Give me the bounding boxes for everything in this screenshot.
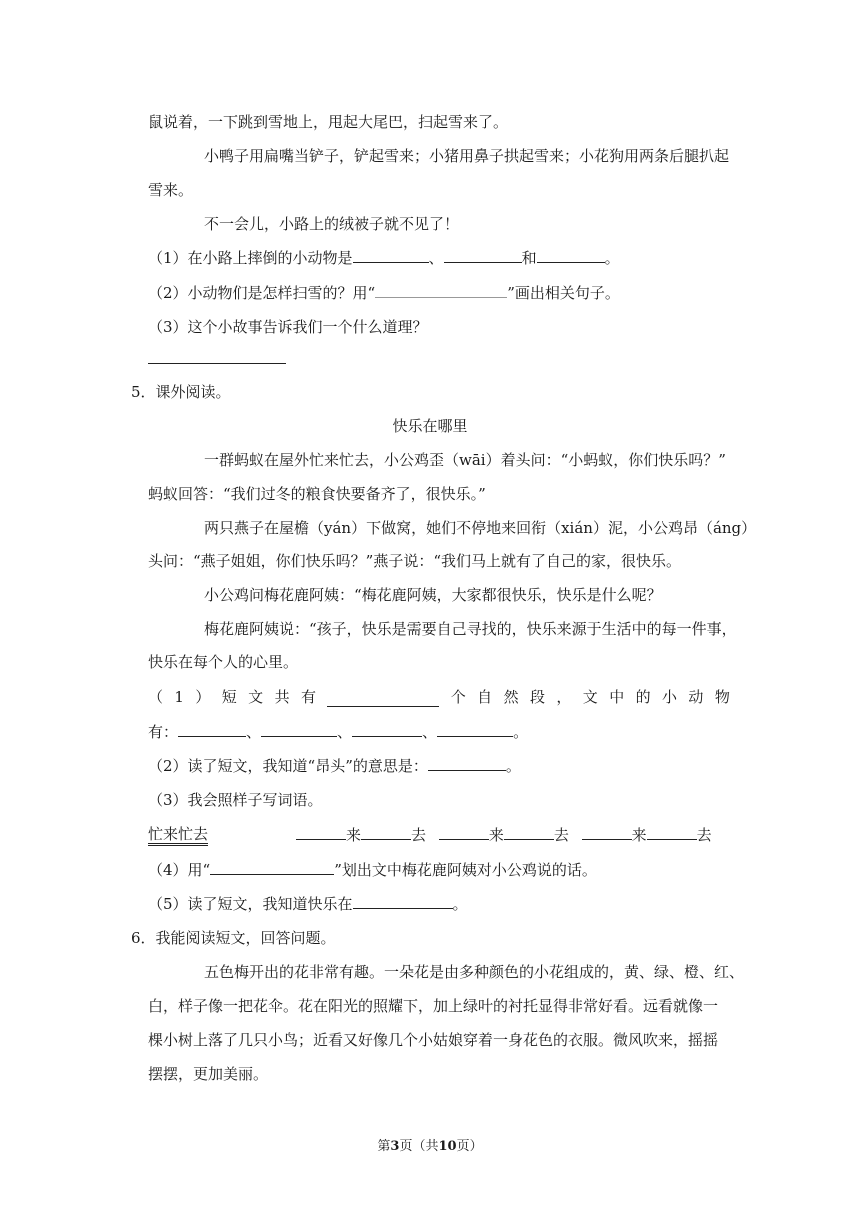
answer-blank[interactable] <box>296 824 346 840</box>
paragraph-line: 雪来。 <box>148 181 194 199</box>
underline-sample <box>210 859 334 875</box>
question-char: 文 <box>248 688 264 706</box>
pattern-char: 去 <box>411 826 427 844</box>
pattern-char: 来 <box>488 826 504 844</box>
question-text: （2）读了短文，我知道“昂头”的意思是： <box>148 757 428 775</box>
question-char: （ <box>148 688 164 706</box>
paragraph-line: 不一会儿，小路上的绒被子就不见了！ <box>204 215 460 233</box>
separator: 、 <box>337 723 353 741</box>
question-5-2 <box>148 755 521 776</box>
punctuation: 。 <box>604 249 620 267</box>
question-text: 有： <box>148 723 179 741</box>
question-5-5 <box>148 893 468 914</box>
answer-blank[interactable] <box>582 824 632 840</box>
paragraph-line: 小公鸡问梅花鹿阿姨：“梅花鹿阿姨，大家都很快乐，快乐是什么呢？ <box>204 586 662 604</box>
question-char: 段 <box>529 688 545 706</box>
page-footer <box>0 1137 860 1157</box>
answer-blank[interactable] <box>437 721 513 737</box>
question-5-3: （3）我会照样子写词语。 <box>148 791 323 809</box>
question-char: 的 <box>635 688 651 706</box>
question-char: 然 <box>503 688 519 706</box>
question-char: 中 <box>609 688 625 706</box>
paragraph-line: 小鸭子用扁嘴当铲子，铲起雪来；小猪用鼻子拱起雪来；小花狗用两条后腿扒起 <box>204 147 730 165</box>
word-pattern-row <box>296 824 712 845</box>
question-char: ， <box>556 688 572 706</box>
footer-text: 第 <box>377 1139 391 1154</box>
punctuation: 。 <box>452 895 468 913</box>
question-text: ”划出文中梅花鹿阿姨对小公鸡说的话。 <box>334 861 597 879</box>
answer-blank[interactable] <box>537 247 605 263</box>
punctuation: 。 <box>505 757 521 775</box>
pattern-char: 来 <box>346 826 362 844</box>
question-4-1 <box>148 247 620 268</box>
question-5-1 <box>148 687 730 707</box>
connector: 和 <box>521 249 537 267</box>
answer-blank[interactable] <box>353 247 429 263</box>
passage-title: 快乐在哪里 <box>392 417 468 435</box>
answer-blank[interactable] <box>428 755 506 771</box>
page-number: 3 <box>390 1139 400 1154</box>
answer-line[interactable] <box>148 363 286 364</box>
question-4-3: （3）这个小故事告诉我们一个什么道理？ <box>148 318 428 336</box>
question-char: ） <box>195 688 211 706</box>
question-char: 物 <box>714 688 730 706</box>
paragraph-line: 两只燕子在屋檐（yán）下做窝，她们不停地来回衔（xián）泥，小公鸡昂（áng） <box>204 519 757 537</box>
paragraph-line: 一群蚂蚁在屋外忙来忙去，小公鸡歪（wāi）着头问：“小蚂蚁，你们快乐吗？” <box>204 451 726 469</box>
answer-blank[interactable] <box>444 247 522 263</box>
answer-blank[interactable] <box>647 824 697 840</box>
paragraph-line: 快乐在每个人的心里。 <box>148 653 299 671</box>
underline-sample <box>375 282 507 298</box>
answer-blank[interactable] <box>504 824 554 840</box>
example-text: 忙来忙去 <box>148 825 208 846</box>
footer-text: 页） <box>456 1139 483 1154</box>
question-char: 共 <box>274 688 290 706</box>
punctuation: 。 <box>513 723 529 741</box>
answer-blank[interactable] <box>352 721 422 737</box>
question-text: ”画出相关句子。 <box>507 284 620 302</box>
question-char: 个 <box>450 688 466 706</box>
answer-blank[interactable] <box>327 691 439 707</box>
question-text: （2）小动物们是怎样扫雪的？用“ <box>148 284 376 302</box>
paragraph-line: 梅花鹿阿姨说：“孩子，快乐是需要自己寻找的，快乐来源于生活中的每一件事， <box>204 620 737 638</box>
answer-blank[interactable] <box>353 893 453 909</box>
separator: 、 <box>246 723 262 741</box>
question-text: （1）在小路上摔倒的小动物是 <box>148 249 353 267</box>
pattern-char: 来 <box>631 826 647 844</box>
question-4-2 <box>148 282 620 303</box>
paragraph-line: 五色梅开出的花非常有趣。一朵花是由多种颜色的小花组成的，黄、绿、橙、红、 <box>204 963 745 981</box>
question-5-4 <box>148 859 597 880</box>
paragraph-line: 白，样子像一把花伞。花在阳光的照耀下，加上绿叶的衬托显得非常好看。远看就像一 <box>148 997 719 1015</box>
answer-blank[interactable] <box>261 721 337 737</box>
paragraph-line: 棵小树上落了几只小鸟；近看又好像几个小姑娘穿着一身花色的衣服。微风吹来，摇摇 <box>148 1031 719 1049</box>
answer-blank[interactable] <box>178 721 246 737</box>
question-char: 自 <box>477 688 493 706</box>
question-char: 小 <box>662 688 678 706</box>
footer-text: 页（共 <box>399 1139 439 1154</box>
question-char: 动 <box>688 688 704 706</box>
question-char: 文 <box>582 688 598 706</box>
separator: 、 <box>428 249 444 267</box>
section-heading: 5．课外阅读。 <box>131 383 231 401</box>
answer-blank[interactable] <box>361 824 411 840</box>
paragraph-line: 摆摆，更加美丽。 <box>148 1065 269 1083</box>
paragraph-line: 头问：“燕子姐姐，你们快乐吗？”燕子说：“我们马上就有了自己的家，很快乐。 <box>148 552 682 570</box>
question-text: （4）用“ <box>148 861 211 879</box>
question-char: 有 <box>300 688 316 706</box>
question-5-1-line2 <box>148 721 528 742</box>
answer-blank[interactable] <box>439 824 489 840</box>
question-text: （5）读了短文，我知道快乐在 <box>148 895 353 913</box>
example-word <box>148 824 208 844</box>
section-heading: 6．我能阅读短文，回答问题。 <box>131 929 336 947</box>
question-char: 短 <box>221 688 237 706</box>
pattern-char: 去 <box>696 826 712 844</box>
separator: 、 <box>422 723 438 741</box>
paragraph-line: 鼠说着，一下跳到雪地上，甩起大尾巴，扫起雪来了。 <box>148 113 509 131</box>
question-char: 1 <box>174 688 184 706</box>
pattern-char: 去 <box>553 826 569 844</box>
page-total: 10 <box>438 1139 457 1154</box>
paragraph-line: 蚂蚁回答：“我们过冬的粮食快要备齐了，很快乐。” <box>148 485 486 503</box>
